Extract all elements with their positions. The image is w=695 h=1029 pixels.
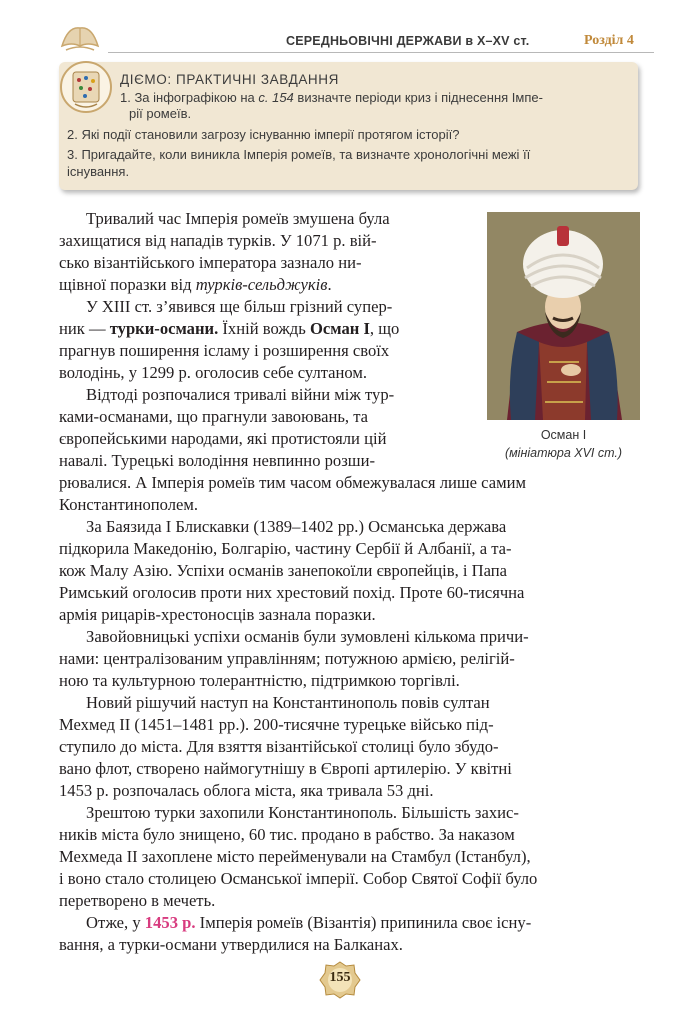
osman-portrait-image <box>487 212 640 420</box>
text-line: Мехмед ІІ (1451–1481 рр.). 200-тисячне турецьке військо під- <box>59 715 494 734</box>
text-line: Константинополем. <box>59 495 199 514</box>
text-line: За Баязида І Блискавки (1389–1402 рр.) Османська держава <box>86 517 507 536</box>
text-line: ками-османами, що прагнули завоювань, та <box>59 407 369 426</box>
highlight-year: 1453 р. <box>144 913 196 932</box>
page-number: 155 <box>329 970 351 985</box>
text-line: європейськими народами, які протистояли цій <box>59 429 387 448</box>
text-line: і воно стало столицею Османської імперії. Собор Святої Софії було <box>59 869 538 888</box>
text-line: Римський оголосив проти них хрестовий похід. Проте 60-тисячна <box>59 583 525 602</box>
text-line: Мехмеда ІІ захоплене місто перейменували на Стамбул (Істанбул), <box>59 847 531 866</box>
text-line: Завойовницькі успіхи османів були зумовлені кількома причи- <box>86 627 529 646</box>
text-line: прагнув поширення ісламу і розширення своїх <box>59 341 390 360</box>
text-line: ступило до міста. Для взяття візантійської столиці було збудо- <box>59 737 499 756</box>
text-line: щівної поразки від турків-сельджуків. <box>59 275 332 294</box>
task-item-3-cont: існування. <box>67 164 130 179</box>
text-line: підкорила Македонію, Болгарію, частину Сербії й Албанії, а та- <box>59 539 512 558</box>
task-item-1: 1. За інфографікою на с. 154 визначте періоди криз і піднесення Імпе- <box>120 90 543 105</box>
text-line: ною та культурною толерантністю, підтримкою торгівлі. <box>59 671 460 690</box>
text-line: Отже, у 1453 р. Імперія ромеїв (Візантія) припинила своє існу- <box>86 913 532 932</box>
text-line: захищатися від нападів турків. У 1071 р. вій- <box>59 231 377 250</box>
text-line: володінь, у 1299 р. оголосив себе султаном. <box>59 363 368 382</box>
book-logo-icon <box>58 20 102 56</box>
text-line: Тривалий час Імперія ромеїв змушена була <box>86 209 390 228</box>
section-label: Розділ 4 <box>584 33 634 48</box>
text-line: навалі. Турецькі володіння невпинно розши- <box>59 451 375 470</box>
text-line: сько візантійського імператора зазнало ни- <box>59 253 362 272</box>
text-line: вано флот, створено наймогутнішу в Європі артилерію. У квітні <box>59 759 512 778</box>
task-item-2: 2. Які події становили загрозу існуванню імперії протягом історії? <box>67 127 460 142</box>
text-line: кож Малу Азію. Успіхи османів занепокоїли європейців, і Папа <box>59 561 507 580</box>
text-line: У XIII ст. з’явився ще більш грізний супер- <box>86 297 393 316</box>
text-line: армія рицарів-хрестоносців зазнала поразки. <box>59 605 376 624</box>
text-line: рювалися. А Імперія ромеїв тим часом обмежувалася лише самим <box>59 473 526 492</box>
text-line: вання, а турки-османи утвердилися на Балканах. <box>59 935 403 954</box>
text-line: нами: централізованим управлінням; потужною армією, релігій- <box>59 649 515 668</box>
running-header-title: СЕРЕДНЬОВІЧНІ ДЕРЖАВИ в X–XV ст. <box>286 34 530 48</box>
text-line: Зрештою турки захопили Константинополь. Більшість захис- <box>86 803 519 822</box>
tasks-heading: ДІЄМО: ПРАКТИЧНІ ЗАВДАННЯ <box>120 72 339 87</box>
text-line: Відтоді розпочалися тривалі війни між тур- <box>86 385 395 404</box>
text-line: перетворено в мечеть. <box>59 891 216 910</box>
task-item-1-cont: рії ромеїв. <box>129 106 192 121</box>
header-divider <box>108 52 654 53</box>
text-line: Новий рішучий наступ на Константинополь повів султан <box>86 693 490 712</box>
tasks-emblem-icon <box>59 58 113 116</box>
text-line: ник — турки-османи. Їхній вождь Осман І, що <box>59 319 400 338</box>
figure-caption-name: Осман І <box>540 428 587 442</box>
text-line: ників міста було знищено, 60 тис. продано в рабство. За наказом <box>59 825 515 844</box>
text-line: 1453 р. розпочалась облога міста, яка тривала 53 дні. <box>59 781 434 800</box>
task-item-3: 3. Пригадайте, коли виникла Імперія ромеїв, та визначте хронологічні межі її <box>67 147 531 162</box>
figure-caption-note: (мініатюра XVI ст.) <box>504 446 623 460</box>
